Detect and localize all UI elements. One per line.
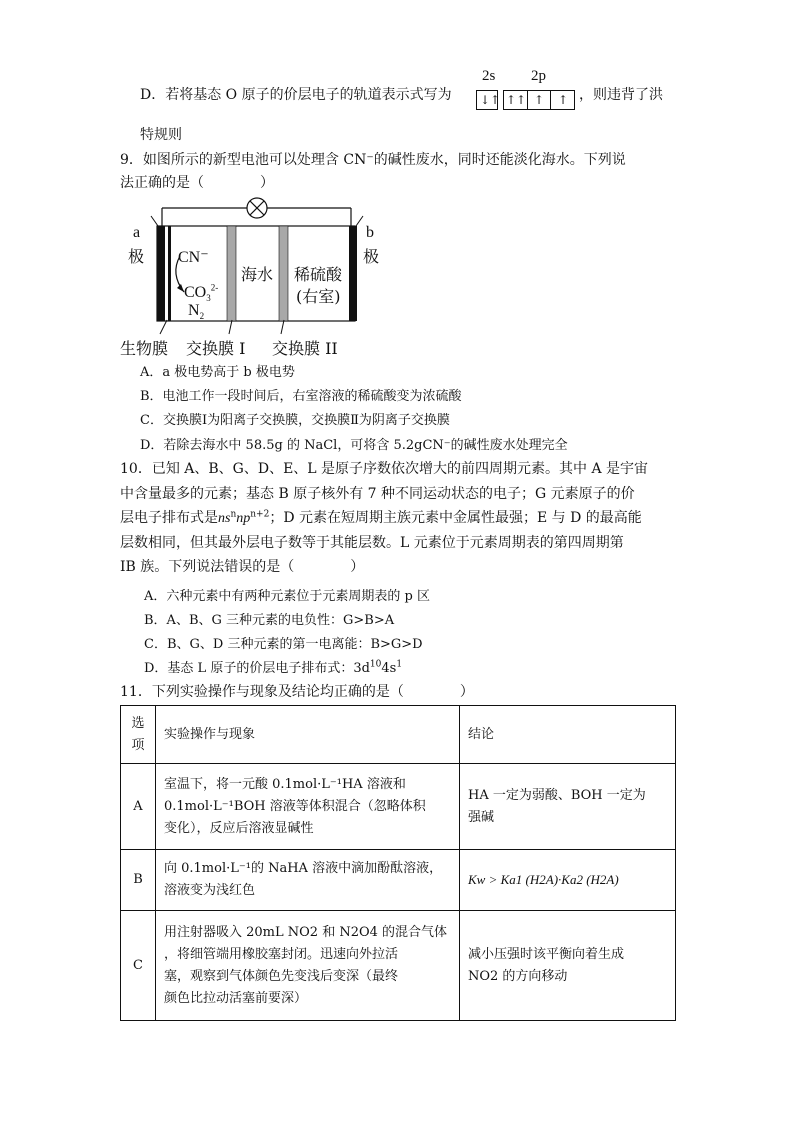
exchange-membrane-1 <box>227 226 236 321</box>
cn-ion: CN⁻ <box>178 249 209 266</box>
q9-option-d: D．若除去海水中 58.5g 的 NaCl，可将含 5.2gCN⁻的碱性废水处理完全 <box>140 438 568 453</box>
row-option: B <box>121 850 156 911</box>
q11-stem: 11．下列实验操作与现象及结论均正确的是（ ） <box>120 684 474 700</box>
q10-option-a: A．六种元素中有两种元素位于元素周期表的 p 区 <box>144 589 430 604</box>
q10-line4: 层数相同，但其最外层电子数等于其能层数。L 元素位于元素周期表的第四周期第 <box>120 535 624 551</box>
q10-option-d: D．基态 L 原子的价层电子排布式：$3d^{10}4s^1$ <box>144 659 403 676</box>
q10-line5: ⅠB 族。下列说法错误的是（ ） <box>120 559 365 575</box>
table-row <box>121 764 676 850</box>
q10-option-c: C．B、G、D 三种元素的第一电离能：B>G>D <box>144 637 423 652</box>
orbital-box-2s <box>476 90 501 110</box>
table-row <box>121 911 676 1021</box>
row-conclusion: Kw > Ka1 (H2A)·Ka2 (H2A) <box>460 850 676 911</box>
q10-line2: 中含量最多的元素；基态 B 原子核外有 7 种不同运动状态的电子；G 元素原子的价 <box>120 486 635 502</box>
q10-line3: 层电子排布式是$ns^nnp^{n+2}$；D 元素在短周期主族元素中金属性最强；E 与 D 的最高能 <box>120 509 642 526</box>
orbital-2s-label: 2s <box>482 68 496 84</box>
q10-option-b: B．A、B、G 三种元素的电负性：G>B>A <box>144 613 395 628</box>
row-operation: 室温下，将一元酸 0.1mol·L⁻¹HA 溶液和 0.1mol·L⁻¹BOH 溶液等体积混合（忽略体积 变化），反应后溶液显碱性 <box>156 764 460 850</box>
header-operation: 实验操作与现象 <box>156 706 460 764</box>
row-operation: 向 0.1mol·L⁻¹的 NaHA 溶液中滴加酚酞溶液， 溶液变为浅红色 <box>156 850 460 911</box>
q8-option-d-tail: ，则违背了洪 <box>579 87 663 103</box>
membrane-1-label: 交换膜 I <box>186 339 246 358</box>
acid-label: 稀硫酸 <box>294 265 343 284</box>
row-operation: 用注射器吸入 20mL NO2 和 N2O4 的混合气体 ，将细管端用橡胶塞封闭。迅速向外拉活 塞，观察到气体颜色先变浅后变深（最终 颜色比拉动活塞前要深） <box>156 911 460 1021</box>
orbital-2s-cell: ↓↑ <box>480 93 501 107</box>
orbital-2p-label: 2p <box>531 68 546 84</box>
row-option: A <box>121 764 156 850</box>
row-option: C <box>121 911 156 1021</box>
q9-stem-line2: 法正确的是（ ） <box>120 175 274 191</box>
membrane-2-label: 交换膜 II <box>272 339 338 358</box>
header-option: 选 项 <box>121 706 156 764</box>
q8-option-d-cont: 特规则 <box>140 127 182 143</box>
label-a: a <box>133 224 141 241</box>
bio-membrane-label: 生物膜 <box>120 339 169 358</box>
q9-option-a: A．a 极电势高于 b 极电势 <box>140 365 295 380</box>
header-conclusion: 结论 <box>460 706 676 764</box>
q10-line1: 10．已知 A、B、G、D、E、L 是原子序数依次增大的前四周期元素。其中 A 是宇宙 <box>120 461 649 477</box>
orbital-2p-cell: ↑↑ <box>506 93 527 107</box>
orbital-2p-cell: ↑ <box>550 91 575 109</box>
acid-right-room-label: (右室) <box>296 287 341 306</box>
q8-option-d-text: D．若将基态 O 原子的价层电子的轨道表示式写为 <box>140 87 452 103</box>
orbital-2p-cell: ↑ <box>527 91 550 109</box>
table-row <box>121 850 676 911</box>
label-b: b <box>366 224 374 241</box>
q9-option-b: B．电池工作一段时间后，右室溶液的稀硫酸变为浓硫酸 <box>140 389 462 404</box>
row-conclusion: 减小压强时该平衡向着生成 NO2 的方向移动 <box>460 911 676 1021</box>
experiment-table <box>120 705 676 1021</box>
carbonate-ion: $CO_3^{2-}$ <box>184 282 219 304</box>
lamp-icon <box>247 198 267 218</box>
electrode-a <box>157 226 165 321</box>
label-a-pole: 极 <box>128 247 145 266</box>
seawater-label: 海水 <box>241 265 274 284</box>
q9-option-c: C．交换膜Ⅰ为阳离子交换膜，交换膜Ⅱ为阴离子交换膜 <box>140 413 450 428</box>
table-header-row <box>121 706 676 764</box>
bio-membrane <box>168 226 171 321</box>
q9-stem-line1: 9．如图所示的新型电池可以处理含 CN⁻的碱性废水，同时还能淡化海水。下列说 <box>120 152 626 168</box>
nitrogen-gas: $N_2$ <box>188 302 205 322</box>
label-b-pole: 极 <box>363 247 380 266</box>
orbital-box-2p <box>503 90 575 110</box>
exchange-membrane-2 <box>279 226 288 321</box>
electrode-b <box>349 226 357 321</box>
row-conclusion: HA 一定为弱酸、BOH 一定为 强碱 <box>460 764 676 850</box>
